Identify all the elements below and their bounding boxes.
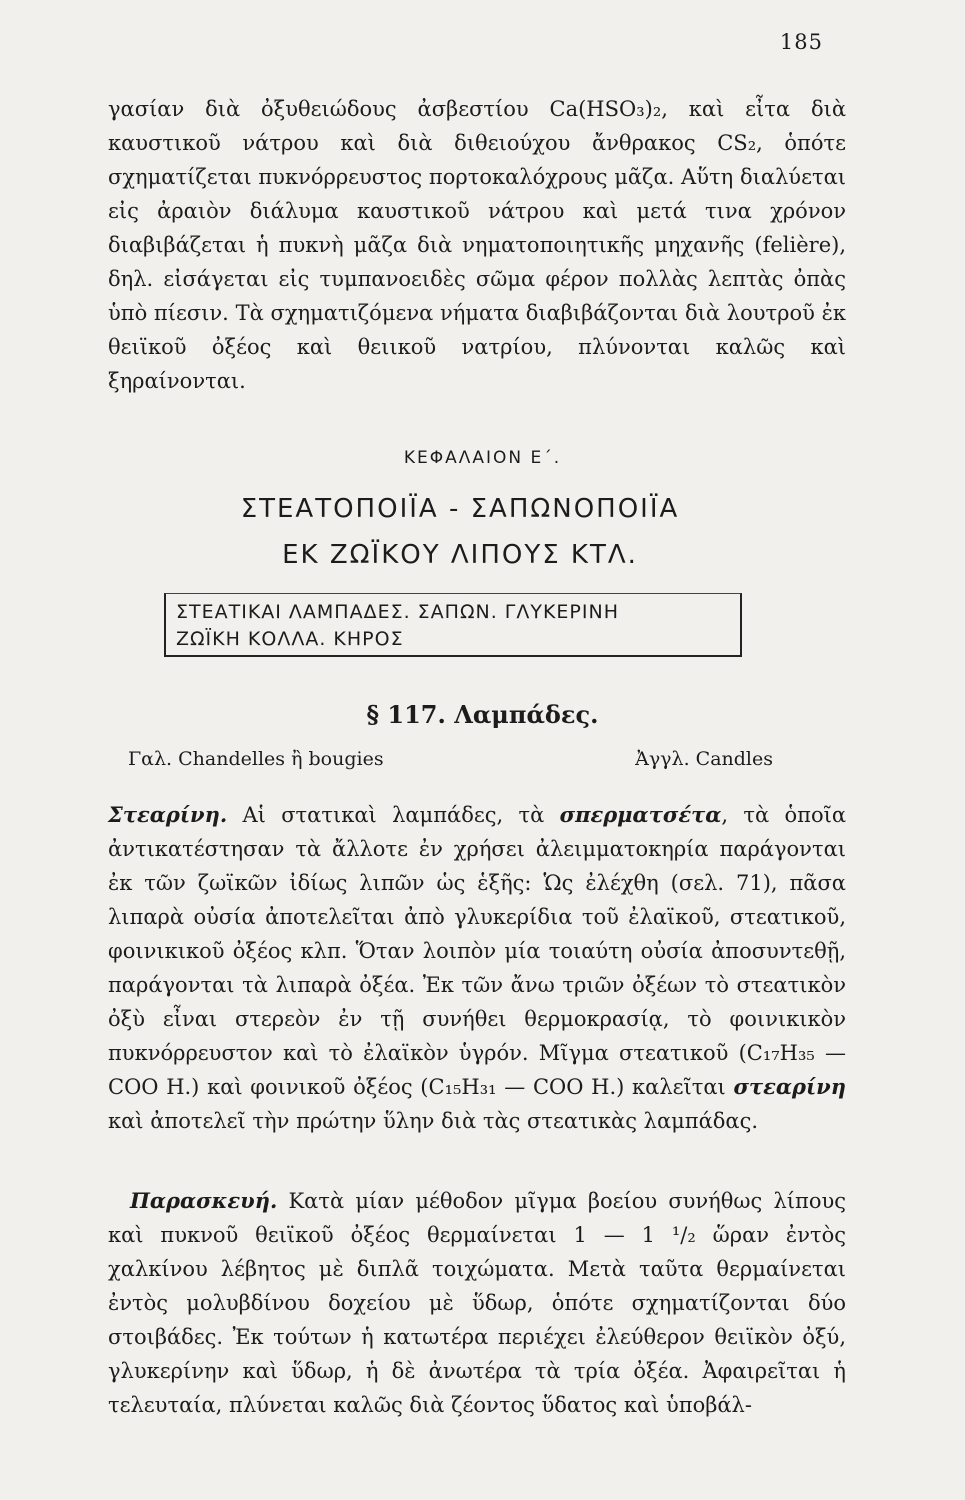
- topics-line-1: ΣΤΕΑΤΙΚΑΙ ΛΑΜΠΑΔΕΣ. ΣΑΠΩΝ. ΓΛΥΚΕΡΙΝΗ: [176, 601, 619, 623]
- chapter-topics-box: [164, 593, 742, 657]
- chapter-label: ΚΕΦΑΛΑΙΟΝ Ε΄.: [403, 448, 562, 468]
- translation-french: Γαλ. Chandelles ἢ bougies: [128, 748, 384, 770]
- section-heading: § 117. Λαμπάδες.: [366, 700, 599, 729]
- spermaceti-term: σπερματσέτα: [559, 802, 722, 827]
- stearin-inline-term: στεαρίνη: [733, 1074, 846, 1099]
- term-translations: [128, 748, 773, 770]
- preparation-term: Παρασκευή.: [130, 1188, 278, 1213]
- chapter-title-line-1: ΣΤΕΑΤΟΠΟΙΪΑ - ΣΑΠΩΝΟΠΟΙΪΑ: [240, 494, 680, 524]
- preparation-text: Κατὰ μίαν μέθοδον μῖγμα βοείου συνήθως λίπους καὶ πυκνοῦ θειϊκοῦ ὀξέος θερμαίνεται 1 — 1 ¹/₂ ὥραν ἐντὸς χαλκίνου λέβητος μὲ διπλᾶ τοιχώματα. Μετὰ ταῦτα θερμαίνεται ἐντὸς μολυβδίνου δοχείου μὲ ὕδωρ, ὁπότε σχηματίζονται δύο στοιβάδες. Ἐκ τούτων ἡ κατωτέρα περιέχει ἐλεύθερον θειϊκὸν ὀξύ, γλυκερίνην καὶ ὕδωρ, ἡ δὲ ἀνωτέρα τὰ τρία ὀξέα. Ἀφαιρεῖται ἡ τελευταία, πλύνεται καλῶς διὰ ζέοντος ὕδατος καὶ ὑποβάλ-: [108, 1189, 846, 1417]
- stearin-text-2: , τὰ ὁποῖα ἀντικατέστησαν τὰ ἄλλοτε ἐν χρήσει ἀλειμματοκηρία παράγονται ἐκ τῶν ζωϊκῶν ἰδίως λιπῶν ὡς ἑξῆς: Ὡς ἐλέχθη (σελ. 71), πᾶσα λιπαρὰ οὐσία ἀποτελεῖται ἀπὸ γλυκερίδια τοῦ ἐλαϊκοῦ, στεατικοῦ, φοινικικοῦ ὀξέος κλπ. Ὅταν λοιπὸν μία τοιαύτη οὐσία ἀποσυντεθῇ, παράγονται τὰ λιπαρὰ ὀξέα. Ἐκ τῶν ἄνω τριῶν ὀξέων τὸ στεατικὸν ὀξὺ εἶναι στερεὸν ἐν τῇ συνήθει θερμοκρασίᾳ, τὸ φοινικικὸν πυκνόρρευστον καὶ τὸ ἐλαϊκὸν ὑγρόν. Μῖγμα στεατικοῦ (C₁₇H₃₅ — COO H.) καὶ φοινικοῦ ὀξέος (C₁₅H₃₁ — COO H.) καλεῖται: [108, 803, 847, 1099]
- stearin-term: Στεαρίνη.: [108, 802, 228, 827]
- chapter-title: [0, 486, 920, 578]
- topics-line-2: ΖΩΪΚΗ ΚΟΛΛΑ. ΚΗΡΟΣ: [176, 628, 404, 650]
- stearin-text-1: Αἱ στατικαὶ λαμπάδες, τὰ: [227, 803, 560, 827]
- stearin-text-3: καὶ ἀποτελεῖ τὴν πρώτην ὕλην διὰ τὰς στεατικὰς λαμπάδας.: [108, 1109, 759, 1133]
- stearin-paragraph: [108, 798, 846, 1138]
- preparation-paragraph: [108, 1184, 846, 1422]
- translation-english: Ἀγγλ. Candles: [635, 748, 773, 770]
- chapter-title-line-2: ΕΚ ΖΩΪΚΟΥ ΛΙΠΟΥΣ ΚΤΛ.: [282, 540, 638, 570]
- page-number: 185: [779, 30, 823, 54]
- continued-paragraph: γασίαν διὰ ὀξυθειώδους ἀσβεστίου Ca(HSO₃)₂, καὶ εἶτα διὰ καυστικοῦ νάτρου καὶ διὰ διθειούχου ἄνθρακος CS₂, ὁπότε σχηματίζεται πυκνόρρευστος πορτοκαλόχρους μᾶζα. Αὕτη διαλύεται εἰς ἀραιὸν διάλυμα καυστικοῦ νάτρου καὶ μετά τινα χρόνον διαβιβάζεται ἡ πυκνὴ μᾶζα διὰ νηματοποιητικῆς μηχανῆς (felière), δηλ. εἰσάγεται εἰς τυμπανοειδὲς σῶμα φέρον πολλὰς λεπτὰς ὀπὰς ὑπὸ πίεσιν. Τὰ σχηματιζόμενα νήματα διαβιβάζονται διὰ λουτροῦ ἐκ θειϊκοῦ ὀξέος καὶ θειικοῦ νατρίου, πλύνονται καλῶς καὶ ξηραίνονται.: [108, 97, 846, 393]
